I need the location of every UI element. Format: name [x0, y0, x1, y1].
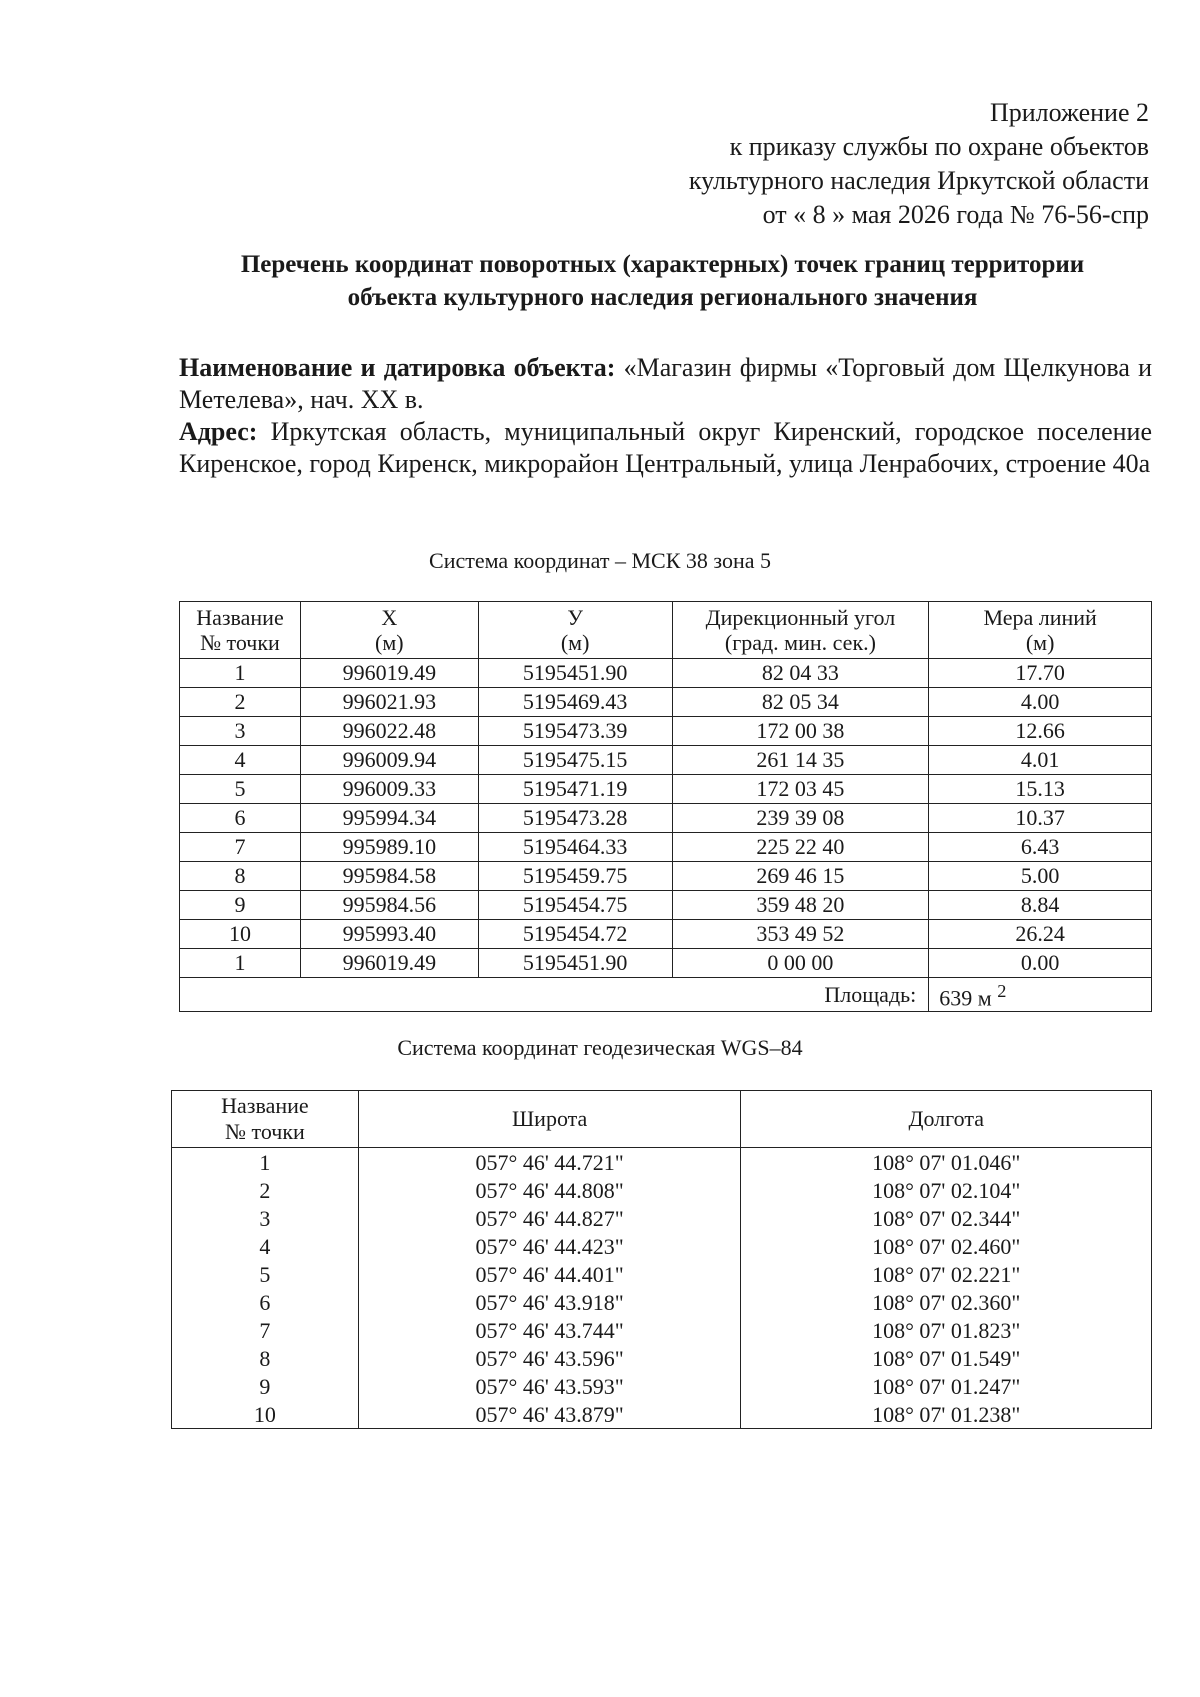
y-cell: 5195464.33	[478, 833, 672, 862]
title-line-1: Перечень координат поворотных (характерных) точек границ территории	[240, 251, 1085, 278]
object-name-paragraph	[179, 352, 1152, 416]
point-cell: 4	[180, 746, 301, 775]
angle-cell: 225 22 40	[672, 833, 929, 862]
longitude-cell: 108° 07' 01.823"	[741, 1316, 1152, 1344]
length-cell: 5.00	[929, 862, 1152, 891]
object-name-value: «Магазин фирмы «Торговый дом Щелкунова и Метелева», нач. XX в.	[179, 353, 1152, 414]
x-cell: 996009.33	[300, 775, 478, 804]
point-cell: 7	[172, 1316, 359, 1344]
point-cell: 10	[180, 920, 301, 949]
msk-coordinates-table	[179, 601, 1152, 1012]
angle-cell: 172 03 45	[672, 775, 929, 804]
appendix-line-4: от « 8 » мая 2026 года № 76-56-спр	[762, 200, 1149, 229]
y-cell: 5195454.72	[478, 920, 672, 949]
longitude-cell: 108° 07' 01.549"	[741, 1344, 1152, 1372]
length-cell: 4.01	[929, 746, 1152, 775]
header-point: Название № точки	[180, 602, 301, 659]
table-row	[180, 862, 1152, 891]
length-cell: 4.00	[929, 688, 1152, 717]
area-unit-superscript: 2	[997, 981, 1007, 1001]
y-cell: 5195469.43	[478, 688, 672, 717]
angle-cell: 261 14 35	[672, 746, 929, 775]
y-cell: 5195473.28	[478, 804, 672, 833]
latitude-cell: 057° 46' 44.721"	[358, 1148, 741, 1177]
point-cell: 3	[180, 717, 301, 746]
y-cell: 5195475.15	[478, 746, 672, 775]
length-cell: 26.24	[929, 920, 1152, 949]
table-row	[180, 775, 1152, 804]
table-row	[180, 920, 1152, 949]
point-cell: 1	[180, 949, 301, 978]
latitude-cell: 057° 46' 43.593"	[358, 1372, 741, 1400]
angle-cell: 239 39 08	[672, 804, 929, 833]
table-row	[180, 659, 1152, 688]
table-row	[172, 1344, 1152, 1372]
header-x: X (м)	[300, 602, 478, 659]
table-row	[180, 833, 1152, 862]
point-cell: 8	[172, 1344, 359, 1372]
point-cell: 3	[172, 1204, 359, 1232]
y-cell: 5195454.75	[478, 891, 672, 920]
length-cell: 15.13	[929, 775, 1152, 804]
longitude-cell: 108° 07' 02.360"	[741, 1288, 1152, 1316]
y-cell: 5195451.90	[478, 949, 672, 978]
x-cell: 996019.49	[300, 659, 478, 688]
angle-cell: 269 46 15	[672, 862, 929, 891]
table-row	[172, 1204, 1152, 1232]
point-cell: 2	[172, 1176, 359, 1204]
length-cell: 0.00	[929, 949, 1152, 978]
wgs84-coordinates-table	[171, 1090, 1152, 1429]
table-row	[180, 949, 1152, 978]
header-length: Мера линий (м)	[929, 602, 1152, 659]
point-cell: 6	[180, 804, 301, 833]
point-cell: 5	[172, 1260, 359, 1288]
length-cell: 12.66	[929, 717, 1152, 746]
header-y: У (м)	[478, 602, 672, 659]
latitude-cell: 057° 46' 44.401"	[358, 1260, 741, 1288]
x-cell: 995984.58	[300, 862, 478, 891]
length-cell: 8.84	[929, 891, 1152, 920]
table-row	[180, 891, 1152, 920]
angle-cell: 82 05 34	[672, 688, 929, 717]
point-cell: 6	[172, 1288, 359, 1316]
address-value: Иркутская область, муниципальный округ Киренский, городское поселение Киренское, город Киренск, микрорайон Центральный, улица Ленрабочих, строение 40а	[179, 417, 1153, 478]
table-row	[172, 1232, 1152, 1260]
longitude-cell: 108° 07' 02.221"	[741, 1260, 1152, 1288]
area-row	[180, 978, 1152, 1012]
header-point: Название № точки	[172, 1091, 359, 1148]
header-latitude: Широта	[358, 1091, 741, 1148]
length-cell: 17.70	[929, 659, 1152, 688]
appendix-line-1: Приложение 2	[989, 98, 1149, 127]
header-longitude: Долгота	[741, 1091, 1152, 1148]
header-angle: Дирекционный угол (град. мин. сек.)	[672, 602, 929, 659]
document-title	[175, 248, 1150, 314]
point-cell: 9	[180, 891, 301, 920]
longitude-cell: 108° 07' 01.238"	[741, 1400, 1152, 1429]
point-cell: 10	[172, 1400, 359, 1429]
table-row	[180, 717, 1152, 746]
longitude-cell: 108° 07' 02.460"	[741, 1232, 1152, 1260]
point-cell: 1	[180, 659, 301, 688]
latitude-cell: 057° 46' 43.879"	[358, 1400, 741, 1429]
x-cell: 995993.40	[300, 920, 478, 949]
table-row	[172, 1400, 1152, 1429]
x-cell: 996022.48	[300, 717, 478, 746]
longitude-cell: 108° 07' 01.247"	[741, 1372, 1152, 1400]
table-row	[172, 1176, 1152, 1204]
x-cell: 995994.34	[300, 804, 478, 833]
address-paragraph	[179, 416, 1152, 480]
latitude-cell: 057° 46' 44.808"	[358, 1176, 741, 1204]
x-cell: 995984.56	[300, 891, 478, 920]
table-row	[180, 746, 1152, 775]
table-row	[172, 1288, 1152, 1316]
length-cell: 6.43	[929, 833, 1152, 862]
angle-cell: 82 04 33	[672, 659, 929, 688]
table-row	[180, 804, 1152, 833]
area-label: Площадь:	[180, 978, 929, 1012]
table-row	[180, 688, 1152, 717]
object-name-label: Наименование и датировка объекта:	[179, 353, 616, 382]
latitude-cell: 057° 46' 44.423"	[358, 1232, 741, 1260]
y-cell: 5195473.39	[478, 717, 672, 746]
table2-caption: Система координат геодезическая WGS–84	[397, 1035, 803, 1060]
point-cell: 7	[180, 833, 301, 862]
latitude-cell: 057° 46' 43.918"	[358, 1288, 741, 1316]
appendix-line-3: культурного наследия Иркутской области	[688, 166, 1149, 195]
longitude-cell: 108° 07' 02.344"	[741, 1204, 1152, 1232]
x-cell: 996009.94	[300, 746, 478, 775]
table2-header-row	[172, 1091, 1152, 1148]
latitude-cell: 057° 46' 43.596"	[358, 1344, 741, 1372]
y-cell: 5195471.19	[478, 775, 672, 804]
x-cell: 995989.10	[300, 833, 478, 862]
y-cell: 5195459.75	[478, 862, 672, 891]
table1-header-row	[180, 602, 1152, 659]
longitude-cell: 108° 07' 01.046"	[741, 1148, 1152, 1177]
table-row	[172, 1260, 1152, 1288]
latitude-cell: 057° 46' 43.744"	[358, 1316, 741, 1344]
point-cell: 4	[172, 1232, 359, 1260]
angle-cell: 359 48 20	[672, 891, 929, 920]
area-value: 639 м $^2$	[929, 978, 1152, 1012]
title-line-2: объекта культурного наследия регионального значения	[347, 284, 978, 311]
latitude-cell: 057° 46' 44.827"	[358, 1204, 741, 1232]
point-cell: 2	[180, 688, 301, 717]
angle-cell: 0 00 00	[672, 949, 929, 978]
angle-cell: 353 49 52	[672, 920, 929, 949]
length-cell: 10.37	[929, 804, 1152, 833]
angle-cell: 172 00 38	[672, 717, 929, 746]
point-cell: 1	[172, 1148, 359, 1177]
point-cell: 8	[180, 862, 301, 891]
table-row	[172, 1316, 1152, 1344]
table-row	[172, 1372, 1152, 1400]
point-cell: 9	[172, 1372, 359, 1400]
appendix-header	[689, 96, 1149, 232]
point-cell: 5	[180, 775, 301, 804]
x-cell: 996021.93	[300, 688, 478, 717]
longitude-cell: 108° 07' 02.104"	[741, 1176, 1152, 1204]
y-cell: 5195451.90	[478, 659, 672, 688]
x-cell: 996019.49	[300, 949, 478, 978]
table1-caption: Система координат – МСК 38 зона 5	[429, 548, 771, 573]
appendix-line-2: к приказу службы по охране объектов	[729, 132, 1149, 161]
address-label: Адрес:	[179, 417, 258, 446]
table-row	[172, 1148, 1152, 1177]
